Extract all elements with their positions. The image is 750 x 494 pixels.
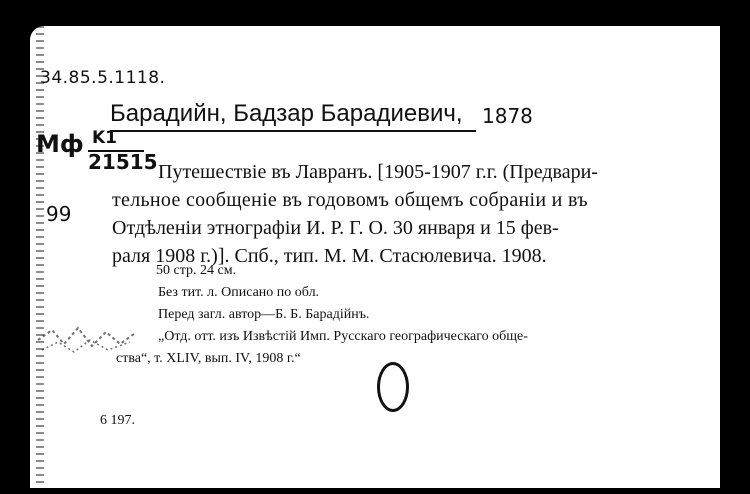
note-title: Без тит. л. Описано по обл. <box>158 285 320 300</box>
body-line-4: раля 1908 г.)]. Спб., тип. М. М. Стасюлевича. 1908. <box>112 245 547 267</box>
catalog-card <box>30 26 720 488</box>
author-heading: Барадийн, Бадзар Барадиевич, <box>110 100 463 127</box>
handwritten-o-mark <box>377 362 409 412</box>
stamp-mf: Мф <box>36 130 84 158</box>
perforation-dots <box>36 26 44 488</box>
body-line-3: Отдѣленіи этнографіи И. Р. Г. О. 30 января и 15 фев- <box>112 217 559 239</box>
shelfmark: 34.85.5.1118. <box>40 68 166 88</box>
series-line-1: „Отд. отт. изъ Извѣстій Имп. Русскаго географическаго обще- <box>158 329 528 344</box>
series-line-2: ства“, т. XLIV, вып. IV, 1908 г.“ <box>116 351 301 366</box>
heading-underline <box>110 130 476 132</box>
body-line-2: тельное сообщеніе въ годовомъ общемъ собраніи и въ <box>112 189 588 211</box>
card-number: 6 197. <box>100 413 135 428</box>
note-author: Перед загл. автор—Б. Б. Барадійнъ. <box>158 307 370 322</box>
birth-year: 1878 <box>482 104 533 128</box>
margin-number: 99 <box>46 202 72 226</box>
stamp-fraction-top: K1 <box>92 128 118 148</box>
collation: 50 стр. 24 см. <box>156 263 237 278</box>
body-line-1: Путешествіе въ Лавранъ. [1905-1907 г.г. (Предвари- <box>158 161 598 183</box>
stamp-fraction-bottom: 21515 <box>88 150 158 174</box>
